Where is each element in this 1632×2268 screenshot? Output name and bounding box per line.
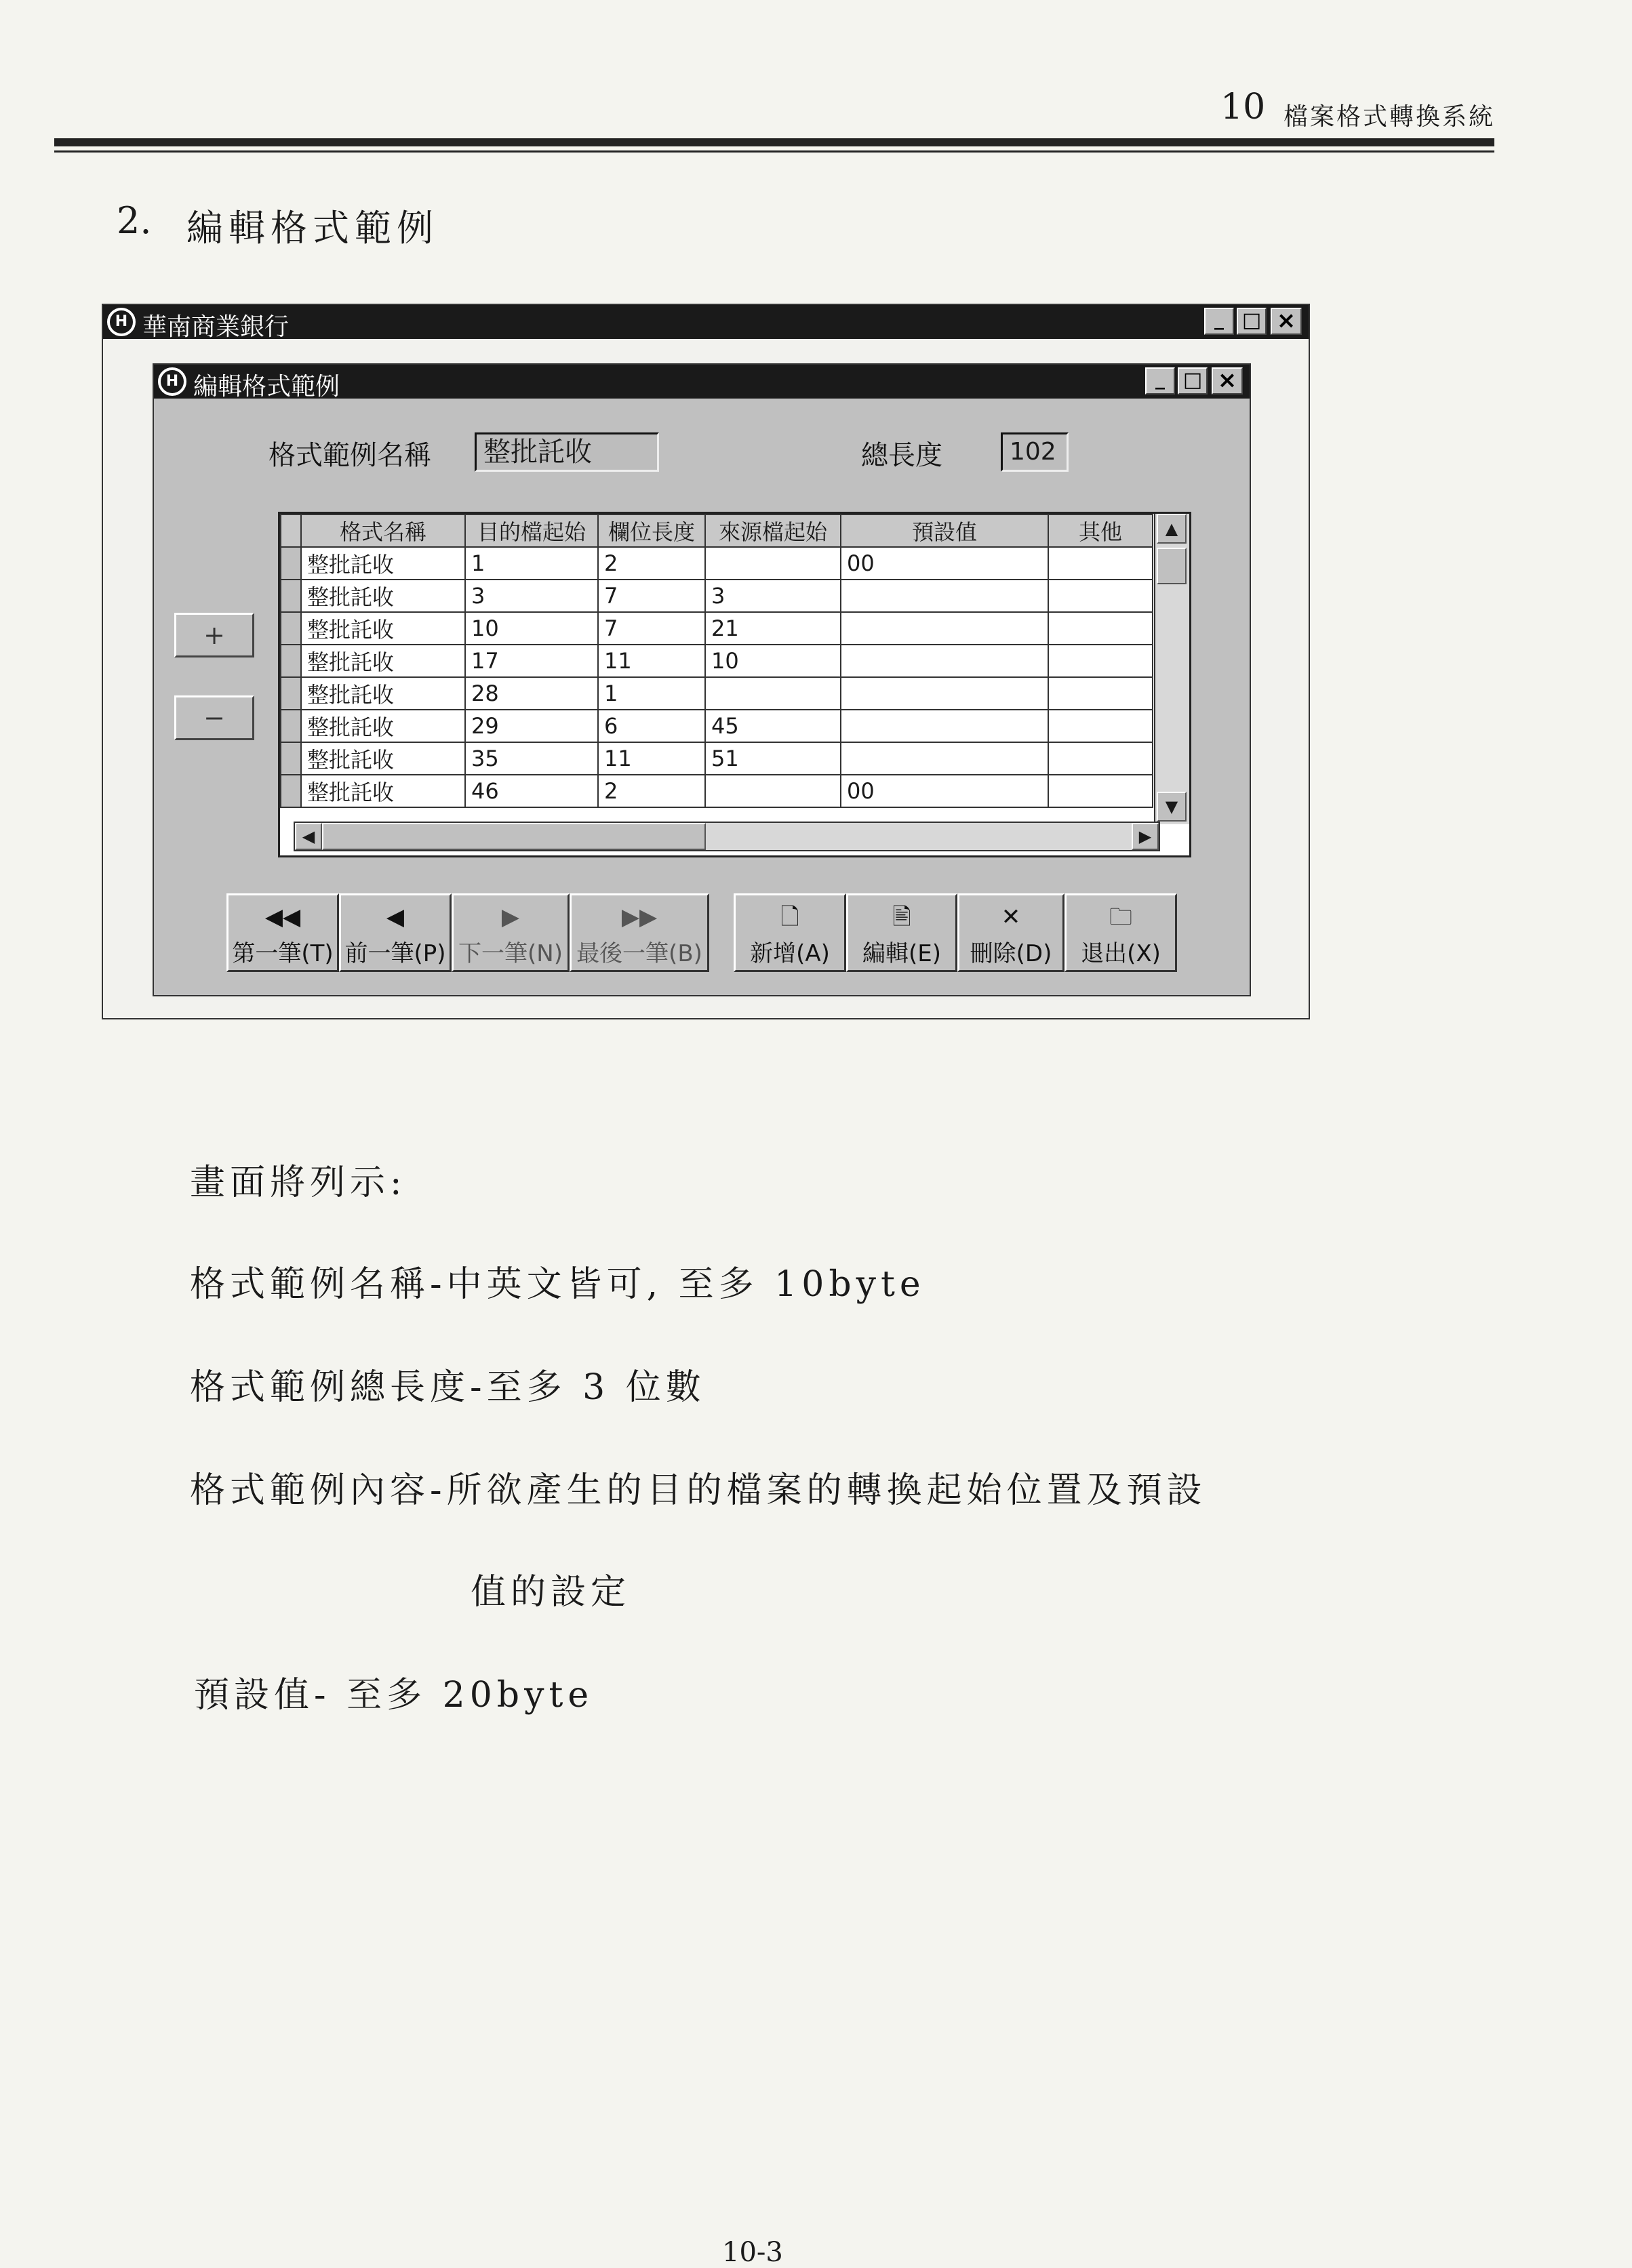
grid-cell[interactable]: 整批託收 <box>301 547 465 580</box>
grid-cell[interactable]: 整批託收 <box>301 580 465 612</box>
outer-titlebar[interactable] <box>103 305 1309 339</box>
table-row[interactable] <box>281 612 1153 645</box>
chapter-number: 10 <box>1220 87 1266 127</box>
col-header[interactable]: 預設值 <box>841 514 1048 547</box>
maximize-button[interactable]: □ <box>1178 367 1208 394</box>
grid-cell[interactable]: 28 <box>465 677 598 710</box>
grid-cell[interactable] <box>1048 742 1153 775</box>
add-button[interactable] <box>734 893 846 972</box>
maximize-button[interactable]: □ <box>1237 308 1267 335</box>
add-row-button[interactable]: + <box>174 613 254 657</box>
grid-cell[interactable] <box>1048 775 1153 807</box>
grid-cell[interactable] <box>841 612 1048 645</box>
delete-label: 刪除(D) <box>970 940 1052 967</box>
grid-cell[interactable]: 10 <box>705 645 841 677</box>
grid-cell[interactable]: 21 <box>705 612 841 645</box>
first-record-label: 第一筆(T) <box>232 940 334 967</box>
add-label: 新增(A) <box>750 940 830 967</box>
grid-cell[interactable]: 35 <box>465 742 598 775</box>
body-line-2: 格式範例總長度-至多 3 位數 <box>190 1367 706 1408</box>
scroll-down-icon[interactable]: ▼ <box>1157 792 1187 822</box>
grid-cell[interactable]: 17 <box>465 645 598 677</box>
grid-cell[interactable]: 45 <box>705 710 841 742</box>
delete-button[interactable] <box>957 893 1064 972</box>
hscroll-thumb[interactable] <box>322 823 706 850</box>
last-record-icon: ▶▶ <box>621 904 658 931</box>
minimize-button[interactable]: _ <box>1204 308 1234 335</box>
grid-cell[interactable]: 7 <box>598 612 705 645</box>
close-button[interactable]: × <box>1212 367 1243 394</box>
close-button[interactable]: × <box>1271 308 1302 335</box>
grid-cell[interactable]: 2 <box>598 775 705 807</box>
grid-cell[interactable]: 整批託收 <box>301 710 465 742</box>
last-record-button[interactable] <box>570 893 709 972</box>
vertical-scrollbar[interactable] <box>1154 514 1189 824</box>
grid-cell[interactable] <box>1048 580 1153 612</box>
remove-row-button[interactable]: − <box>174 695 254 740</box>
grid-cell[interactable] <box>1048 547 1153 580</box>
table-row[interactable] <box>281 677 1153 710</box>
horizontal-scrollbar[interactable] <box>294 822 1160 851</box>
folder-icon: 🗀 <box>1109 904 1132 931</box>
edit-button[interactable] <box>846 893 957 972</box>
grid-cell[interactable] <box>841 645 1048 677</box>
edit-label: 編輯(E) <box>862 940 941 967</box>
new-file-icon: 🗋 <box>780 904 799 931</box>
inner-titlebar[interactable] <box>154 365 1250 399</box>
col-header[interactable]: 來源檔起始 <box>705 514 841 547</box>
table-row[interactable] <box>281 775 1153 807</box>
grid-cell[interactable]: 46 <box>465 775 598 807</box>
col-header[interactable]: 格式名稱 <box>301 514 465 547</box>
table-row[interactable] <box>281 547 1153 580</box>
format-name-label: 格式範例名稱 <box>268 440 431 471</box>
grid-cell[interactable]: 整批託收 <box>301 775 465 807</box>
prev-record-button[interactable] <box>339 893 452 972</box>
grid-cell[interactable]: 6 <box>598 710 705 742</box>
grid-cell[interactable] <box>705 677 841 710</box>
grid-cell[interactable] <box>1048 710 1153 742</box>
first-record-button[interactable] <box>226 893 339 972</box>
total-length-field[interactable]: 102 <box>1001 432 1069 472</box>
next-record-icon: ▶ <box>501 904 520 931</box>
total-length-label: 總長度 <box>861 440 942 471</box>
grid-cell[interactable]: 3 <box>465 580 598 612</box>
grid-cell[interactable]: 7 <box>598 580 705 612</box>
bank-logo-icon: H <box>107 308 136 336</box>
grid-cell[interactable]: 51 <box>705 742 841 775</box>
minimize-button[interactable]: _ <box>1145 367 1175 394</box>
grid-cell[interactable]: 10 <box>465 612 598 645</box>
bank-logo-icon: H <box>158 367 186 396</box>
grid-cell[interactable]: 3 <box>705 580 841 612</box>
scroll-left-icon[interactable]: ◀ <box>295 823 322 850</box>
body-line-3: 格式範例內容-所欲產生的目的檔案的轉換起始位置及預設 <box>190 1470 1207 1511</box>
col-header[interactable]: 目的檔起始 <box>465 514 598 547</box>
grid-cell[interactable]: 00 <box>841 547 1048 580</box>
scroll-up-icon[interactable]: ▲ <box>1157 514 1187 544</box>
body-line-1: 格式範例名稱-中英文皆可, 至多 10byte <box>190 1264 926 1305</box>
body-line-4: 預設值- 至多 20byte <box>194 1675 594 1716</box>
page-number: 10-3 <box>722 2237 783 2268</box>
scroll-right-icon[interactable]: ▶ <box>1132 823 1159 850</box>
section-title: 編輯格式範例 <box>186 207 439 249</box>
grid-cell[interactable]: 整批託收 <box>301 677 465 710</box>
grid-cell[interactable] <box>841 742 1048 775</box>
grid-cell[interactable] <box>1048 677 1153 710</box>
format-grid[interactable] <box>278 512 1191 857</box>
section-number: 2. <box>117 199 152 242</box>
grid-cell[interactable] <box>841 710 1048 742</box>
grid-cell[interactable] <box>705 775 841 807</box>
col-header[interactable]: 欄位長度 <box>598 514 705 547</box>
prev-record-icon: ◀ <box>386 904 405 931</box>
grid-cell[interactable] <box>841 677 1048 710</box>
table-row[interactable] <box>281 710 1153 742</box>
table-row[interactable] <box>281 645 1153 677</box>
body-intro: 畫面將列示: <box>190 1162 407 1203</box>
scroll-thumb[interactable] <box>1157 548 1187 584</box>
table-row[interactable] <box>281 742 1153 775</box>
prev-record-label: 前一筆(P) <box>344 940 446 967</box>
grid-cell[interactable] <box>1048 645 1153 677</box>
grid-header-row <box>281 514 1153 547</box>
exit-label: 退出(X) <box>1081 940 1161 967</box>
grid-cell[interactable]: 1 <box>598 677 705 710</box>
grid-cell[interactable]: 00 <box>841 775 1048 807</box>
col-header[interactable]: 其他 <box>1048 514 1153 547</box>
edit-document-icon: 🖹 <box>892 904 911 931</box>
grid-cell[interactable]: 29 <box>465 710 598 742</box>
grid-cell[interactable]: 2 <box>598 547 705 580</box>
next-record-label: 下一筆(N) <box>458 940 563 967</box>
grid-cell[interactable]: 11 <box>598 645 705 677</box>
format-name-field[interactable]: 整批託收 <box>475 432 659 472</box>
chapter-title: 檔案格式轉換系統 <box>1283 103 1496 131</box>
next-record-button[interactable] <box>452 893 570 972</box>
grid-cell[interactable]: 11 <box>598 742 705 775</box>
grid-cell[interactable] <box>1048 612 1153 645</box>
table-row[interactable] <box>281 580 1153 612</box>
grid-cell[interactable]: 1 <box>465 547 598 580</box>
exit-button[interactable] <box>1064 893 1177 972</box>
grid-cell[interactable] <box>841 580 1048 612</box>
last-record-label: 最後一筆(B) <box>576 940 702 967</box>
first-record-icon: ◀◀ <box>264 904 301 931</box>
grid-cell[interactable]: 整批託收 <box>301 645 465 677</box>
grid-cell[interactable]: 整批託收 <box>301 742 465 775</box>
grid-cell[interactable]: 整批託收 <box>301 612 465 645</box>
grid-table <box>280 514 1153 808</box>
header-rule-thin <box>54 150 1494 153</box>
delete-x-icon: ✕ <box>1001 904 1021 931</box>
outer-window-title: 華南商業銀行 <box>142 313 290 341</box>
inner-window-title: 編輯格式範例 <box>193 373 340 401</box>
body-line-3-cont: 值的設定 <box>471 1572 631 1613</box>
header-rule <box>54 138 1494 146</box>
grid-cell[interactable] <box>705 547 841 580</box>
